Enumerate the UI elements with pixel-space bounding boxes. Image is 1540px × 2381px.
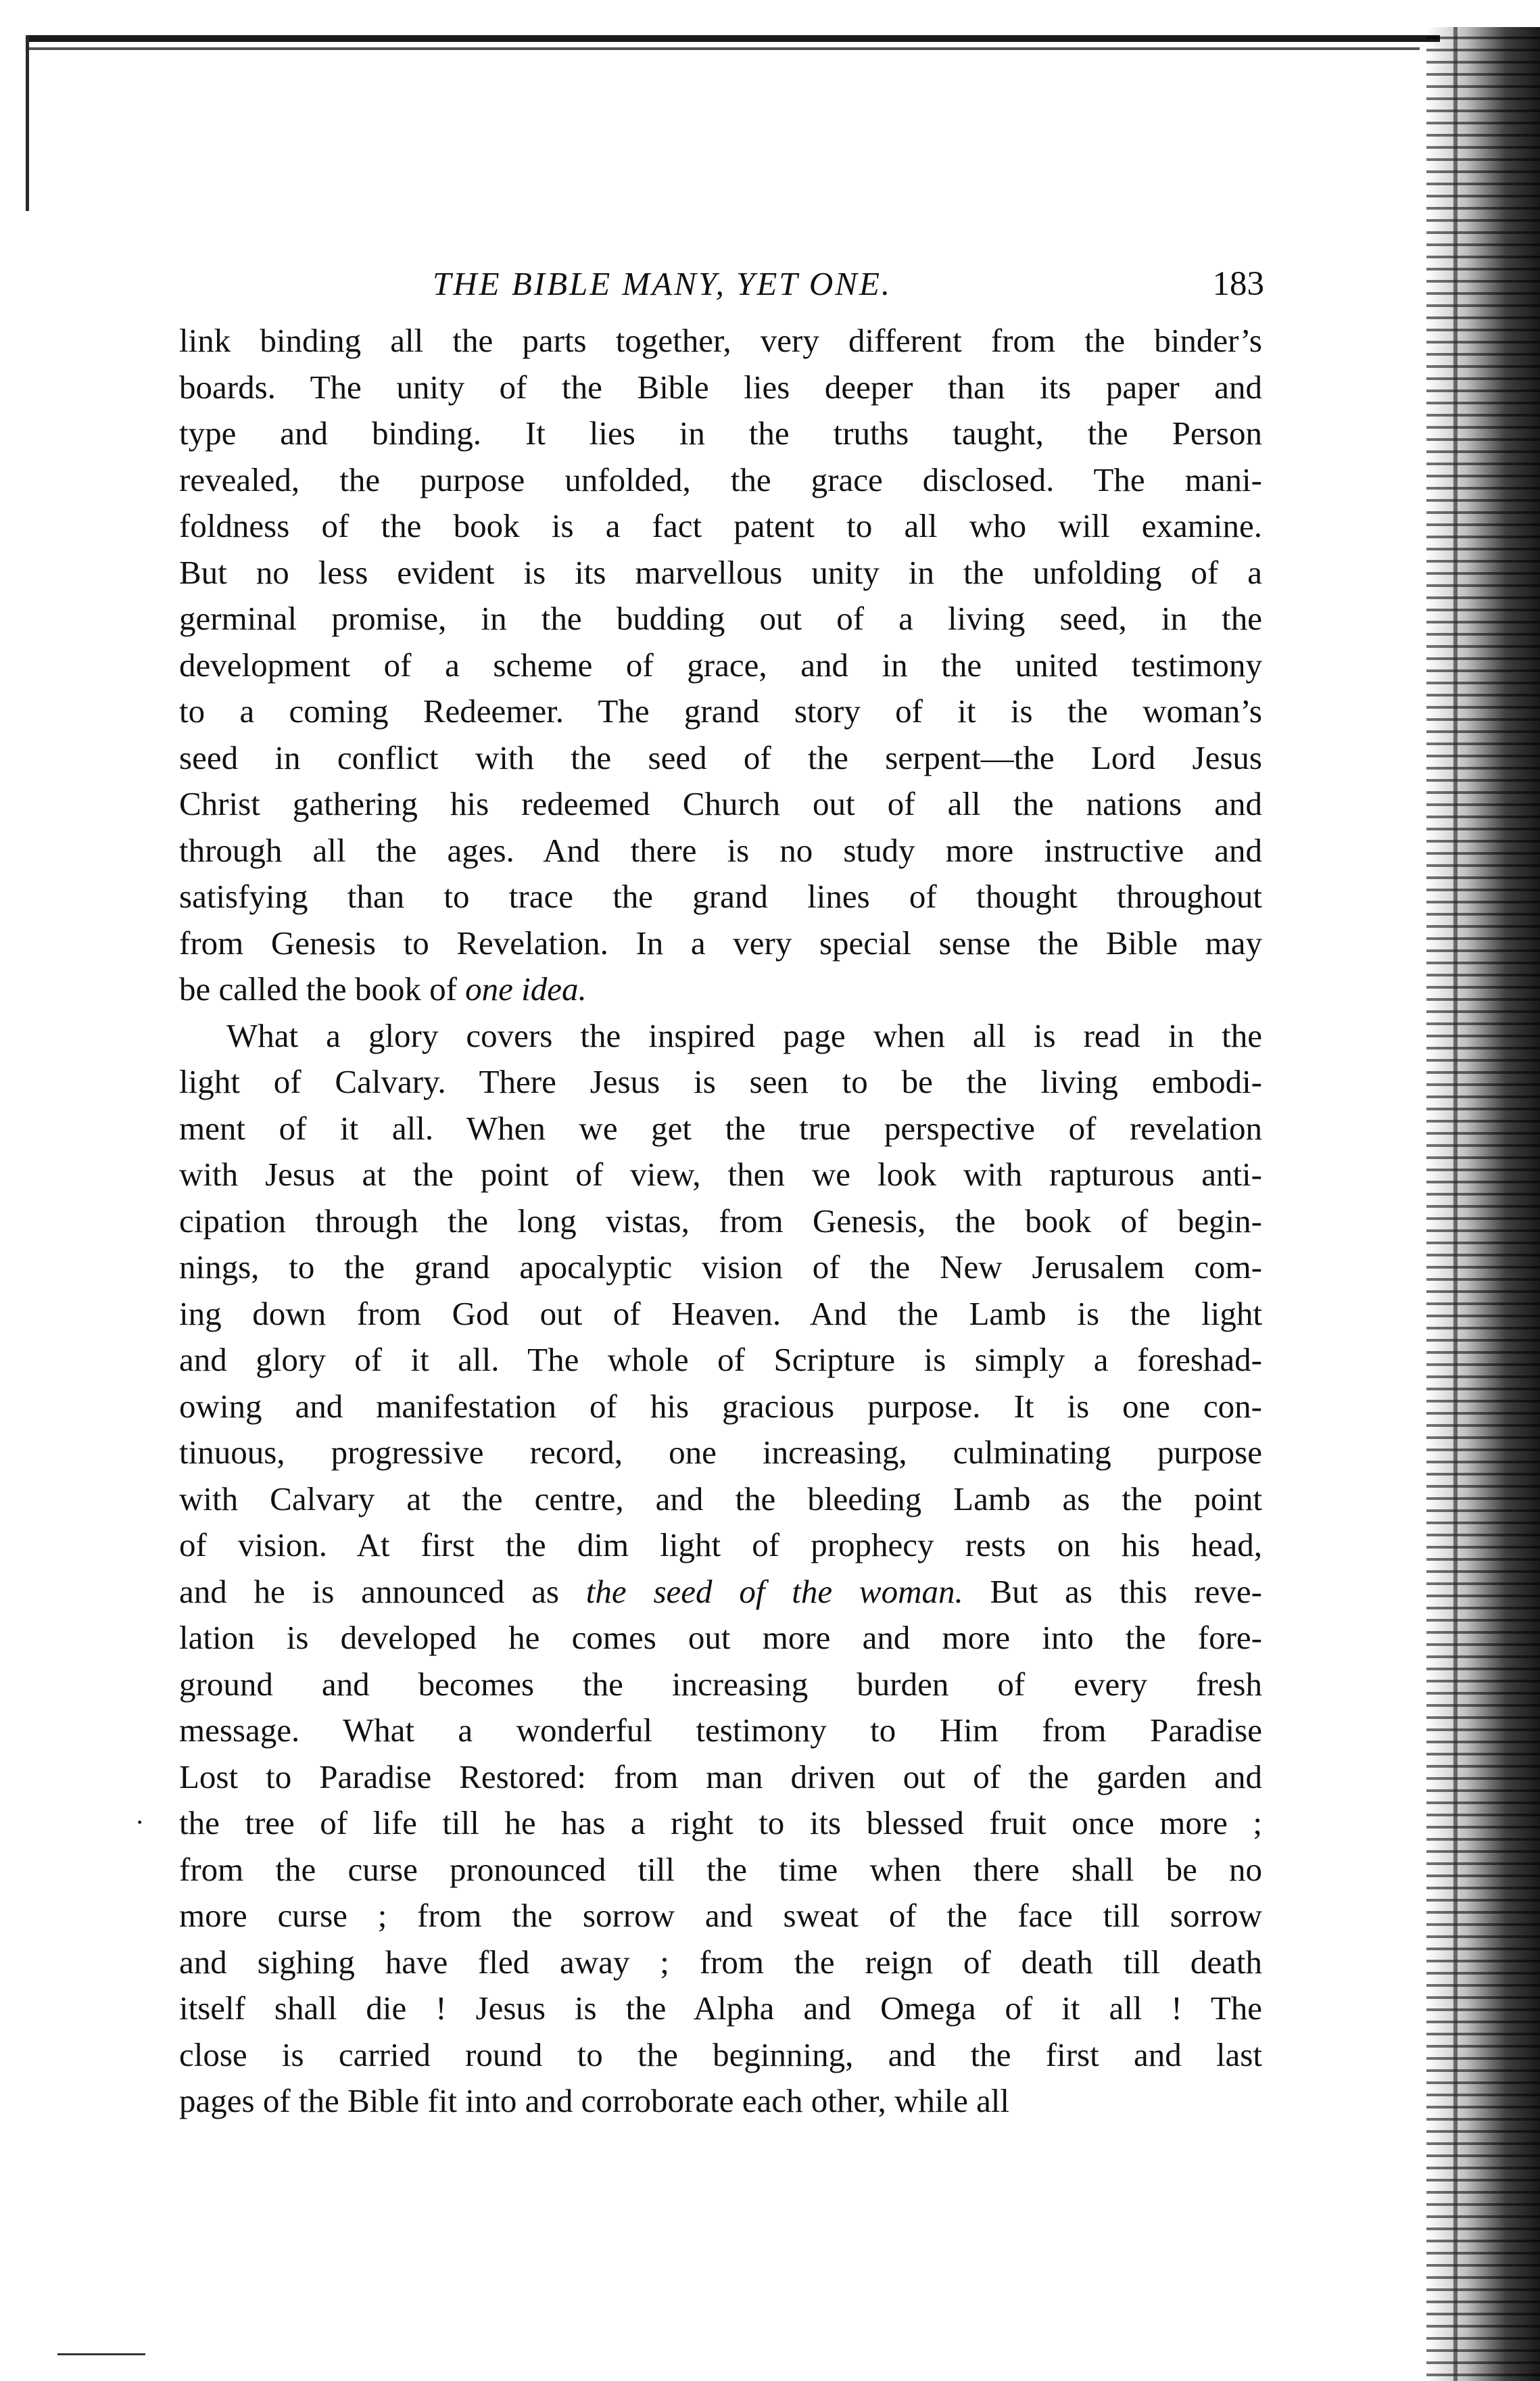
text-line: [179, 1059, 1262, 1106]
paragraph: [179, 1013, 1262, 2125]
text-segment: close is carried round to the beginning, and the first and last: [179, 2035, 1262, 2073]
text-line: [179, 503, 1262, 550]
text-segment: lation is developed he comes out more and more into the fore-: [179, 1619, 1262, 1656]
scan-frame-top-thin: [27, 47, 1420, 50]
text-line: [179, 735, 1262, 782]
text-segment: seed in conflict with the seed of the serpent—the Lord Jesus: [179, 738, 1262, 776]
text-line: [179, 1754, 1262, 1801]
text-segment: with Jesus at the point of view, then we look with rapturous anti-: [179, 1156, 1262, 1193]
text-line: [179, 1244, 1262, 1291]
text-segment: type and binding. It lies in the truths taught, the Person: [179, 415, 1262, 452]
italic-phrase: one idea.: [465, 970, 587, 1008]
text-line: [179, 688, 1262, 735]
text-line: [179, 1707, 1262, 1754]
page-header: [176, 260, 1264, 308]
text-segment: from Genesis to Revelation. In a very special sense the Bible may: [179, 924, 1262, 962]
text-line: [179, 1430, 1262, 1476]
text-line: [179, 1198, 1262, 1245]
text-segment: development of a scheme of grace, and in the united testimony: [179, 646, 1262, 684]
text-line: [179, 2078, 1262, 2125]
text-segment: of vision. At first the dim light of prophecy rests on his head,: [179, 1526, 1262, 1563]
page-number: 183: [1212, 265, 1264, 303]
text-line: [179, 596, 1262, 642]
text-segment: to a coming Redeemer. The grand story of it is the woman’s: [179, 692, 1262, 730]
text-segment: and sighing have fled away ; from the reign of death till death: [179, 1943, 1262, 1981]
text-line: [179, 1569, 1262, 1616]
running-title: THE BIBLE MANY, YET ONE.: [433, 265, 892, 302]
text-line: [179, 781, 1262, 828]
text-segment: foldness of the book is a fact patent to all who will examine.: [179, 507, 1262, 544]
text-line: [179, 1661, 1262, 1708]
text-line: [179, 457, 1262, 504]
text-line: [179, 318, 1262, 364]
text-segment: What a glory covers the inspired page when all is read in the: [226, 1016, 1262, 1054]
text-line: [179, 828, 1262, 874]
text-segment: and he is announced as: [179, 1572, 586, 1610]
text-segment: the tree of life till he has a right to its blessed fruit once more ;: [179, 1804, 1262, 1841]
text-segment: Christ gathering his redeemed Church out of all the nations and: [179, 785, 1262, 822]
text-line: [179, 1337, 1262, 1384]
text-line: [179, 364, 1262, 411]
text-segment: link binding all the parts together, very different from the binder’s: [179, 322, 1262, 359]
text-segment: germinal promise, in the budding out of a living seed, in the: [179, 600, 1262, 637]
text-segment: revealed, the purpose unfolded, the grace disclosed. The mani-: [179, 461, 1262, 498]
text-segment: itself shall die ! Jesus is the Alpha and Omega of it all ! The: [179, 1989, 1262, 2027]
text-segment: But as this reve-: [963, 1572, 1262, 1610]
footer-rule: [57, 2353, 145, 2355]
text-line: [179, 1615, 1262, 1661]
text-line: [179, 550, 1262, 596]
text-line: [179, 642, 1262, 689]
text-line: [179, 1800, 1262, 1847]
body-text: [179, 318, 1262, 2125]
text-line: [179, 1847, 1262, 1893]
text-segment: boards. The unity of the Bible lies deeper than its paper and: [179, 368, 1262, 406]
binding-gutter-shadow: [1426, 27, 1540, 2381]
italic-phrase: the seed of the woman.: [585, 1572, 963, 1610]
text-segment: Lost to Paradise Restored: from man driven out of the garden and: [179, 1758, 1262, 1795]
binding-gutter-edge: [1453, 27, 1458, 2381]
text-line: [179, 874, 1262, 920]
text-line: [179, 1291, 1262, 1338]
margin-dot: ·: [135, 1807, 145, 1837]
text-segment: pages of the Bible fit into and corroborate each other, while all: [179, 2082, 1010, 2119]
text-line: [179, 410, 1262, 457]
text-segment: light of Calvary. There Jesus is seen to be the living embodi-: [179, 1063, 1262, 1100]
text-segment: ing down from God out of Heaven. And the Lamb is the light: [179, 1294, 1262, 1332]
text-line: [179, 1013, 1262, 1060]
text-line: [179, 920, 1262, 967]
text-line: [179, 1106, 1262, 1152]
text-segment: from the curse pronounced till the time when there shall be no: [179, 1850, 1262, 1888]
text-segment: be called the book of: [179, 970, 466, 1008]
text-segment: through all the ages. And there is no study more instructive and: [179, 831, 1262, 869]
text-segment: satisfying than to trace the grand lines of thought throughout: [179, 878, 1262, 915]
text-segment: and glory of it all. The whole of Scripture is simply a foreshad-: [179, 1341, 1262, 1378]
text-line: [179, 1893, 1262, 1939]
text-segment: owing and manifestation of his gracious purpose. It is one con-: [179, 1387, 1262, 1425]
text-segment: ground and becomes the increasing burden of every fresh: [179, 1665, 1262, 1703]
text-line: [179, 1985, 1262, 2032]
text-segment: more curse ; from the sorrow and sweat of the face till sorrow: [179, 1897, 1262, 1934]
scan-frame-top: [27, 35, 1440, 42]
text-line: [179, 966, 1262, 1013]
text-line: [179, 1939, 1262, 1986]
text-segment: But no less evident is its marvellous unity in the unfolding of a: [179, 553, 1262, 591]
text-line: [179, 1152, 1262, 1198]
paragraph: [179, 318, 1262, 1013]
text-segment: message. What a wonderful testimony to Him from Paradise: [179, 1712, 1262, 1749]
text-line: [179, 1476, 1262, 1523]
text-segment: tinuous, progressive record, one increasing, culminating purpose: [179, 1434, 1262, 1471]
scan-frame-left: [26, 35, 29, 211]
text-segment: cipation through the long vistas, from Genesis, the book of begin-: [179, 1202, 1262, 1240]
text-segment: with Calvary at the centre, and the bleeding Lamb as the point: [179, 1480, 1262, 1517]
text-line: [179, 1384, 1262, 1430]
text-segment: ment of it all. When we get the true perspective of revelation: [179, 1109, 1262, 1147]
text-line: [179, 2032, 1262, 2079]
text-line: [179, 1522, 1262, 1569]
text-segment: nings, to the grand apocalyptic vision of the New Jerusalem com-: [179, 1248, 1262, 1286]
